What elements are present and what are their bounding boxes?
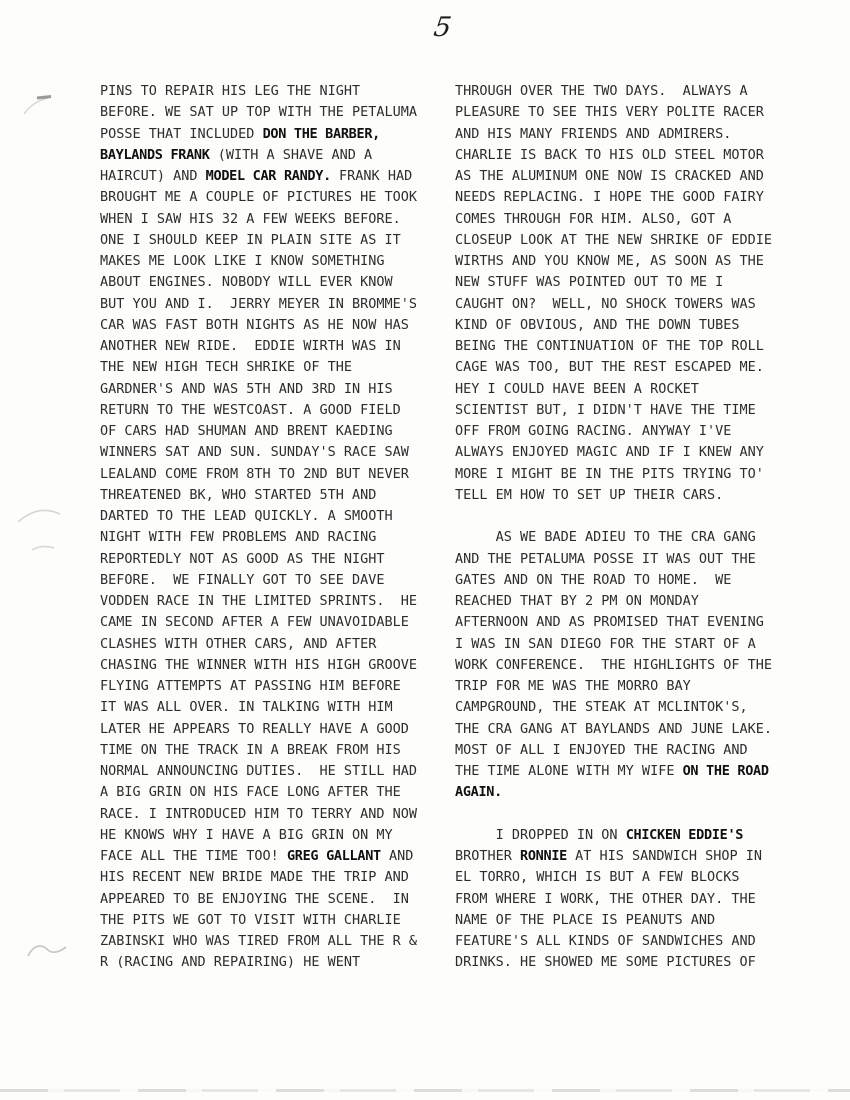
text-line: BAYLANDS FRANK (WITH A SHAVE AND A (100, 146, 373, 163)
pen-mark-mid-left (10, 498, 68, 560)
text-line: HIS RECENT NEW BRIDE MADE THE TRIP AND (100, 869, 409, 886)
text-line: CHARLIE IS BACK TO HIS OLD STEEL MOTOR (455, 146, 764, 163)
text-line: NEW STUFF WAS POINTED OUT TO ME I (455, 274, 724, 291)
text-line: NIGHT WITH FEW PROBLEMS AND RACING (100, 529, 377, 546)
text-line: EL TORRO, WHICH IS BUT A FEW BLOCKS (455, 869, 740, 886)
text-line: WIRTHS AND YOU KNOW ME, AS SOON AS THE (455, 253, 764, 269)
text-line: CAGE WAS TOO, BUT THE REST ESCAPED ME. (455, 359, 764, 376)
text-line: NORMAL ANNOUNCING DUTIES. HE STILL HAD (100, 763, 417, 779)
text-line: LATER HE APPEARS TO REALLY HAVE A GOOD (100, 720, 409, 737)
text-line: CHASING THE WINNER WITH HIS HIGH GROOVE (100, 656, 417, 673)
text-line: THE PITS WE GOT TO VISIT WITH CHARLIE (100, 911, 401, 928)
text-column-right (455, 81, 795, 974)
text-line: POSSE THAT INCLUDED DON THE BARBER, (100, 125, 380, 142)
text-line: THREATENED BK, WHO STARTED 5TH AND (100, 486, 377, 503)
pen-mark-bottom-left (24, 938, 72, 966)
text-line (455, 506, 795, 527)
text-line: BROUGHT ME A COUPLE OF PICTURES HE TOOK (100, 189, 417, 206)
text-line: ONE I SHOULD KEEP IN PLAIN SITE AS IT (100, 231, 401, 248)
text-line: OFF FROM GOING RACING. ANYWAY I'VE (455, 423, 732, 439)
text-line: LEALAND COME FROM 8TH TO 2ND BUT NEVER (100, 465, 409, 482)
text-line: FEATURE'S ALL KINDS OF SANDWICHES AND (455, 933, 756, 949)
text-line: WORK CONFERENCE. THE HIGHLIGHTS OF THE (455, 656, 772, 673)
text-line: BEFORE. WE SAT UP TOP WITH THE PETALUMA (100, 104, 417, 121)
text-line: RETURN TO THE WESTCOAST. A GOOD FIELD (100, 401, 401, 418)
text-line: NEEDS REPLACING. I HOPE THE GOOD FAIRY (455, 189, 764, 206)
text-line: CAMPGROUND, THE STEAK AT MCLINTOK'S, (455, 699, 748, 716)
text-line: CAR WAS FAST BOTH NIGHTS AS HE NOW HAS (100, 316, 409, 333)
text-line: HEY I COULD HAVE BEEN A ROCKET (455, 380, 699, 397)
text-line: TELL EM HOW TO SET UP THEIR CARS. (455, 486, 724, 503)
text-line: MORE I MIGHT BE IN THE PITS TRYING TO' (455, 465, 764, 482)
text-line: ALWAYS ENJOYED MAGIC AND IF I KNEW ANY (455, 444, 764, 461)
text-line: DARTED TO THE LEAD QUICKLY. A SMOOTH (100, 508, 393, 524)
text-line: CAME IN SECOND AFTER A FEW UNAVOIDABLE (100, 614, 409, 631)
text-line: VODDEN RACE IN THE LIMITED SPRINTS. HE (100, 593, 417, 609)
text-line: HAIRCUT) AND MODEL CAR RANDY. FRANK HAD (100, 168, 413, 184)
text-line: GATES AND ON THE ROAD TO HOME. WE (455, 571, 732, 588)
text-line: WINNERS SAT AND SUN. SUNDAY'S RACE SAW (100, 444, 409, 461)
text-line: A BIG GRIN ON HIS FACE LONG AFTER THE (100, 784, 401, 801)
text-line: FACE ALL THE TIME TOO! GREG GALLANT AND (100, 848, 414, 864)
text-line: AS THE ALUMINUM ONE NOW IS CRACKED AND (455, 168, 764, 184)
text-line: BUT YOU AND I. JERRY MEYER IN BROMME'S (100, 295, 417, 312)
text-line: TRIP FOR ME WAS THE MORRO BAY (455, 678, 691, 694)
text-line: AND HIS MANY FRIENDS AND ADMIRERS. (455, 125, 732, 142)
pen-mark-top-left (18, 84, 70, 120)
text-line: GARDNER'S AND WAS 5TH AND 3RD IN HIS (100, 380, 393, 397)
scan-bottom-edge-artifact (0, 1089, 850, 1092)
text-line: REPORTEDLY NOT AS GOOD AS THE NIGHT (100, 550, 385, 567)
text-line: AND THE PETALUMA POSSE IT WAS OUT THE (455, 550, 756, 567)
text-line: I DROPPED IN ON CHICKEN EDDIE'S (455, 826, 744, 843)
text-line: PINS TO REPAIR HIS LEG THE NIGHT (100, 83, 361, 99)
text-line: TIME ON THE TRACK IN A BREAK FROM HIS (100, 741, 401, 758)
text-line: PLEASURE TO SEE THIS VERY POLITE RACER (455, 104, 764, 121)
text-line: R (RACING AND REPAIRING) HE WENT (100, 954, 361, 971)
text-line: THROUGH OVER THE TWO DAYS. ALWAYS A (455, 83, 748, 99)
text-line: THE NEW HIGH TECH SHRIKE OF THE (100, 359, 352, 376)
text-line: APPEARED TO BE ENJOYING THE SCENE. IN (100, 890, 409, 907)
text-line: THE TIME ALONE WITH MY WIFE ON THE ROAD (455, 763, 769, 779)
page-number: 5 (431, 12, 454, 43)
text-line: NAME OF THE PLACE IS PEANUTS AND (455, 911, 716, 928)
text-line: I WAS IN SAN DIEGO FOR THE START OF A (455, 635, 756, 652)
text-line: RACE. I INTRODUCED HIM TO TERRY AND NOW (100, 805, 417, 822)
text-line: BEFORE. WE FINALLY GOT TO SEE DAVE (100, 571, 385, 588)
text-line: MAKES ME LOOK LIKE I KNOW SOMETHING (100, 253, 385, 269)
text-line: ABOUT ENGINES. NOBODY WILL EVER KNOW (100, 274, 393, 291)
text-line: IT WAS ALL OVER. IN TALKING WITH HIM (100, 699, 393, 716)
text-line: KIND OF OBVIOUS, AND THE DOWN TUBES (455, 316, 740, 333)
text-line: OF CARS HAD SHUMAN AND BRENT KAEDING (100, 423, 393, 439)
text-line: AFTERNOON AND AS PROMISED THAT EVENING (455, 614, 764, 631)
text-line: ZABINSKI WHO WAS TIRED FROM ALL THE R & (100, 933, 417, 949)
text-line: WHEN I SAW HIS 32 A FEW WEEKS BEFORE. (100, 210, 401, 227)
text-line: CLOSEUP LOOK AT THE NEW SHRIKE OF EDDIE (455, 231, 772, 248)
text-line: FLYING ATTEMPTS AT PASSING HIM BEFORE (100, 678, 401, 694)
text-line: MOST OF ALL I ENJOYED THE RACING AND (455, 741, 748, 758)
text-line: BROTHER RONNIE AT HIS SANDWICH SHOP IN (455, 848, 763, 864)
text-line: CAUGHT ON? WELL, NO SHOCK TOWERS WAS (455, 295, 756, 312)
text-line: ANOTHER NEW RIDE. EDDIE WIRTH WAS IN (100, 338, 401, 354)
text-line: COMES THROUGH FOR HIM. ALSO, GOT A (455, 210, 732, 227)
text-line: AS WE BADE ADIEU TO THE CRA GANG (455, 529, 756, 546)
text-line: SCIENTIST BUT, I DIDN'T HAVE THE TIME (455, 401, 756, 418)
text-line (455, 804, 795, 825)
text-line: THE CRA GANG AT BAYLANDS AND JUNE LAKE. (455, 720, 772, 737)
text-line: DRINKS. HE SHOWED ME SOME PICTURES OF (455, 954, 756, 971)
text-line: HE KNOWS WHY I HAVE A BIG GRIN ON MY (100, 826, 393, 843)
text-line: AGAIN. (455, 784, 502, 801)
text-line: FROM WHERE I WORK, THE OTHER DAY. THE (455, 890, 756, 907)
text-line: REACHED THAT BY 2 PM ON MONDAY (455, 593, 699, 609)
text-column-left (100, 81, 440, 974)
text-line: CLASHES WITH OTHER CARS, AND AFTER (100, 635, 377, 652)
text-line: BEING THE CONTINUATION OF THE TOP ROLL (455, 338, 764, 354)
